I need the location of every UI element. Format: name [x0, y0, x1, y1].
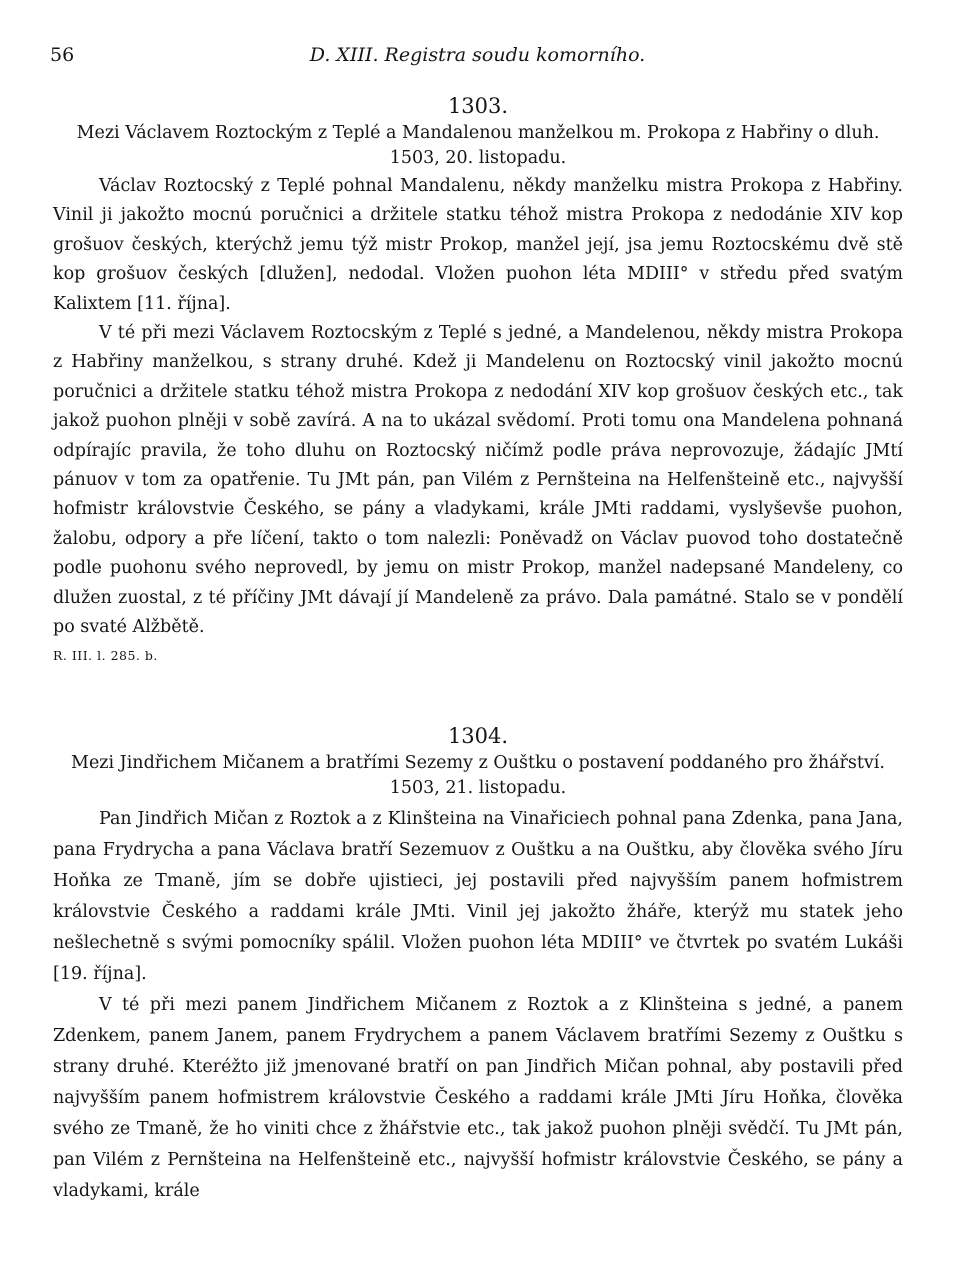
entry-title: Mezi Václavem Roztockým z Teplé a Mandalenou manželkou m. Prokopa z Habřiny o dluh. [76, 123, 880, 143]
entry-paragraph: V té při mezi Václavem Roztocským z Teplé s jedné, a Mandelenou, někdy mistra Prokopa z Habřiny manželkou, s strany druhé. Kdež ji Mandelenu on Roztocský vinil jakožto mocnú poručnici a držitele statku téhož mistra Prokopa z nedodání XIV kop grošuov českých etc., tak jakož puohon plněji v sobě zavírá. A na to ukázal svědomí. Proti tomu ona Mandelena pohnaná odpírajíc pravila, že toho dluhu on Roztocský ničímž podle práva neprovozuje, žádajíc JMtí pánuov v tom za opatřenie. Tu JMt pán, pan Vilém z Pernšteina na Helfenšteině etc., najvyšší hofmistr královstvie Českého, se pány a vladykami, krále JMti raddami, vyslyševše puohon, žalobu, odpory a pře líčení, takto o tom nalezli: Poněvadž on Václav puovod toho dostatečně podle puohonu svého neprovedl, by jemu on mistr Prokop, manžel nadepsané Mandeleny, co dlužen zuostal, z té příčiny JMt dávají jí Mandeleně za právo. Dala památné. Stalo se v pondělí po svaté Alžbětě. [53, 323, 903, 638]
entry-1303 [53, 92, 903, 665]
entry-1304 [53, 722, 903, 1207]
page-number: 56 [50, 44, 75, 66]
entry-number: 1304. [447, 724, 509, 748]
running-head [50, 44, 905, 74]
running-title: D. XIII. Registra soudu komorního. [309, 44, 646, 66]
entry-date: 1503, 20. listopadu. [389, 148, 567, 168]
entry-paragraph: V té při mezi panem Jindřichem Mičanem z Roztok a z Klinšteina s jedné, a panem Zdenkem, panem Janem, panem Frydrychem a panem Václavem bratřími Sezemy z Ouštku s strany druhé. Kteréžto již jmenované bratří on pan Jindřich Mičan pohnal, aby postavili před najvyšším panem hofmistrem královstvie Českého a raddami krále JMti Jíru Hoňka, člověka svého ze Tmaně, že ho viniti chce z žhářstvie etc., tak jakož puohon plněji svědčí. Tu JMt pán, pan Vilém z Pernšteina na Helfenšteině etc., najvyšší hofmistr královstvie Českého, se pány a vladykami, krále [53, 995, 903, 1201]
source-reference: R. III. l. 285. b. [53, 647, 158, 663]
entry-paragraph: Václav Roztocský z Teplé pohnal Mandalenu, někdy manželku mistra Prokopa z Habřiny. Vinil ji jakožto mocnú poručnici a držitele statku téhož mistra Prokopa z nedodánie XIV kop grošuov českých, kterýchž jemu týž mistr Prokop, manžel její, jsa jemu Roztocskému dvě stě kop grošuov českých [dlužen], nedodal. Vložen puohon léta MDIII° v středu před svatým Kalixtem [11. října]. [53, 176, 903, 314]
entry-number: 1303. [447, 94, 509, 118]
entry-date: 1503, 21. listopadu. [389, 778, 567, 798]
entry-title: Mezi Jindřichem Mičanem a bratřími Sezemy z Ouštku o postavení poddaného pro žhářství. [71, 753, 885, 773]
entry-paragraph: Pan Jindřich Mičan z Roztok a z Klinšteina na Vinařiciech pohnal pana Zdenka, pana Jana, pana Frydrycha a pana Václava bratří Sezemuov z Ouštku a na Ouštku, aby člověka svého Jíru Hoňka ze Tmaně, jím se dobře ujistieci, jej postavili před najvyšším panem hofmistrem královstvie Českého a raddami krále JMti. Vinil jej jakožto žháře, kterýž mu statek jeho nešlechetně s svými pomocníky spálil. Vložen puohon léta MDIII° ve čtvrtek po svatém Lukáši [19. října]. [53, 809, 903, 984]
